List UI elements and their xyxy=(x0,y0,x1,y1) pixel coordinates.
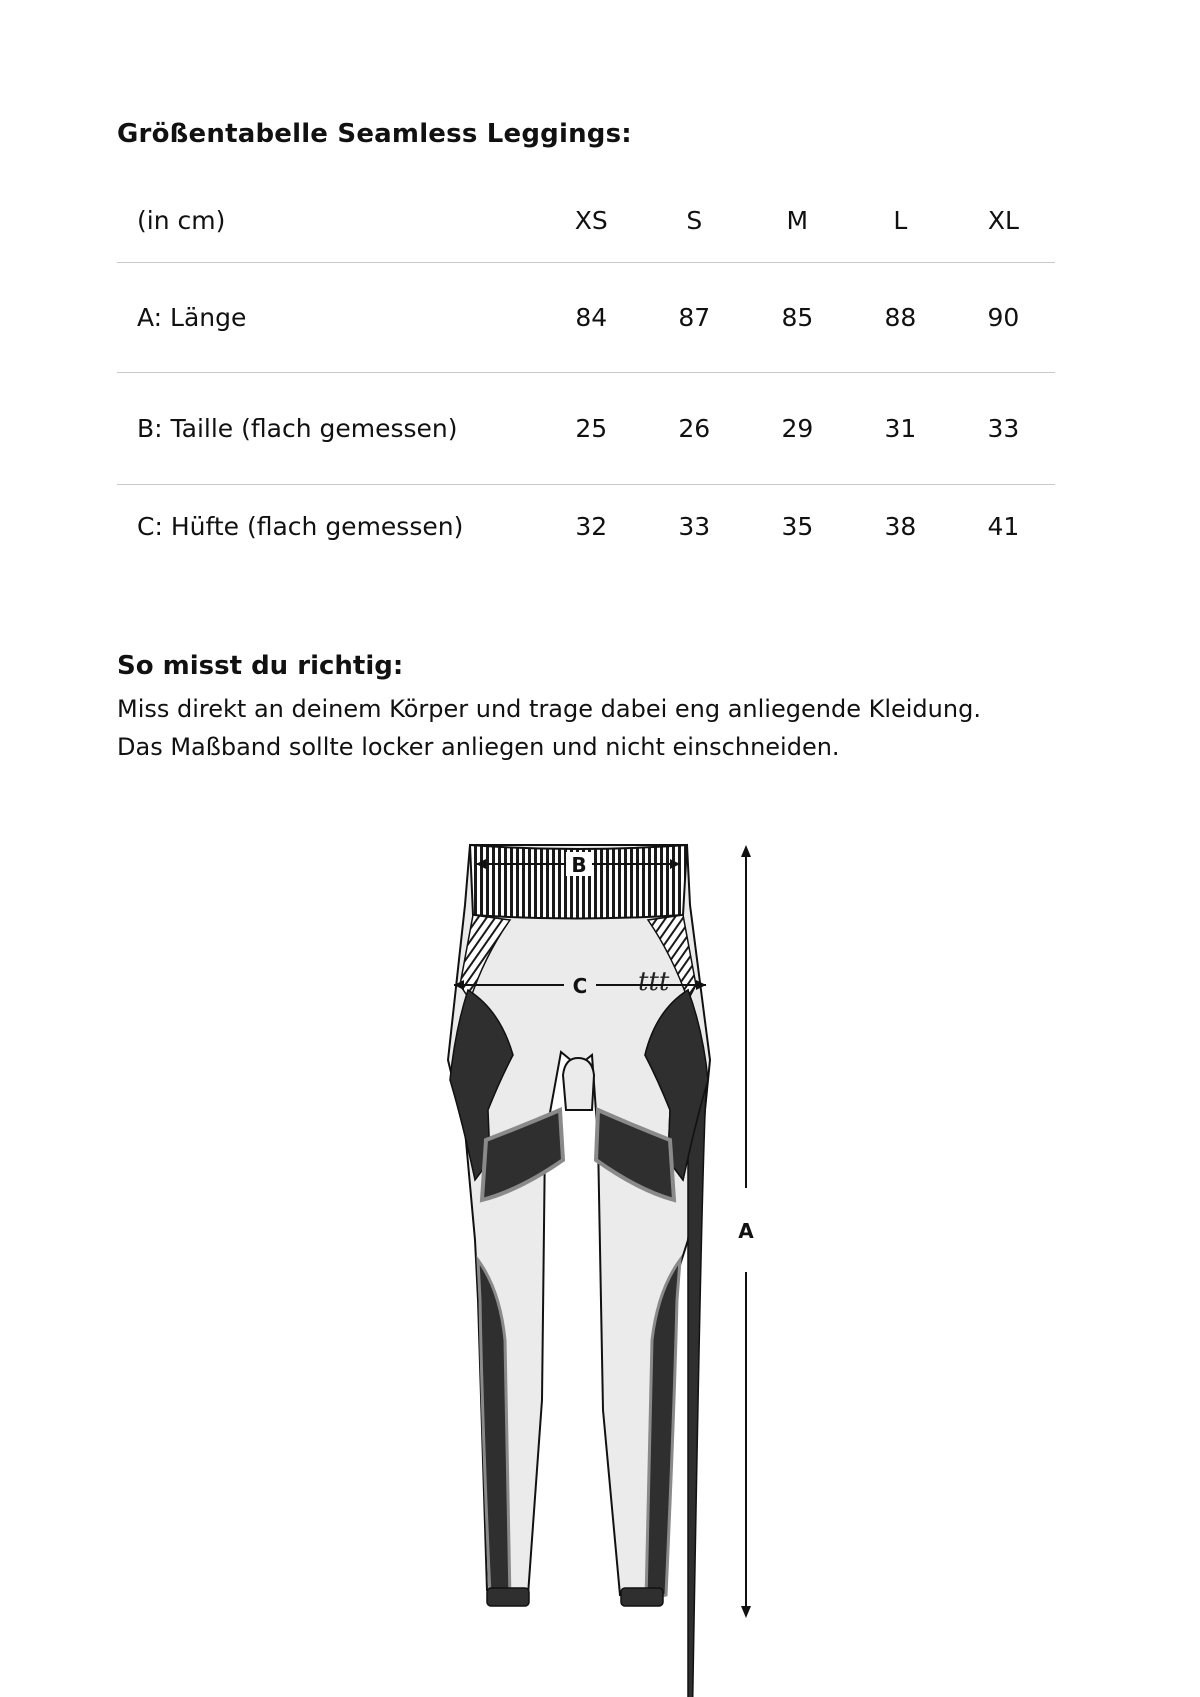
unit-label: (in cm) xyxy=(137,206,226,236)
page-title: Größentabelle Seamless Leggings: xyxy=(117,119,632,149)
size-header: XL xyxy=(987,206,1019,236)
leggings-illustration xyxy=(448,845,710,1697)
table-cell: 84 xyxy=(575,302,608,332)
howto-line: Das Maßband sollte locker anliegen und nicht einschneiden. xyxy=(117,733,840,761)
crotch-gusset xyxy=(563,1058,594,1110)
row-label: B: Taille (flach gemessen) xyxy=(137,413,458,443)
brand-logo: ttt xyxy=(638,967,670,997)
table-cell: 33 xyxy=(678,511,711,541)
table-cell: 33 xyxy=(987,413,1020,443)
howto-title: So misst du richtig: xyxy=(117,651,404,681)
row-label: A: Länge xyxy=(137,302,247,332)
measure-a xyxy=(738,845,754,1618)
table-cell: 29 xyxy=(781,413,814,443)
table-cell: 32 xyxy=(575,511,608,541)
ankle-cuff-right xyxy=(621,1588,663,1606)
table-cell: 85 xyxy=(781,302,814,332)
table-cell: 26 xyxy=(678,413,711,443)
table-cell: 87 xyxy=(678,302,711,332)
size-header: XS xyxy=(574,206,608,236)
arrow-up-icon xyxy=(741,845,751,857)
table-cell: 31 xyxy=(884,413,917,443)
howto-line: Miss direkt an deinem Körper und trage dabei eng anliegende Kleidung. xyxy=(117,695,981,723)
ankle-cuff-left xyxy=(487,1588,529,1606)
table-cell: 38 xyxy=(884,511,917,541)
table-cell: 35 xyxy=(781,511,814,541)
size-header: S xyxy=(686,206,703,236)
measure-b-label: B xyxy=(571,853,587,877)
table-cell: 88 xyxy=(884,302,917,332)
size-header: L xyxy=(893,206,908,236)
table-cell: 41 xyxy=(987,511,1020,541)
measure-c-label: C xyxy=(572,974,588,998)
table-cell: 90 xyxy=(987,302,1020,332)
row-label: C: Hüfte (flach gemessen) xyxy=(137,511,464,541)
table-cell: 25 xyxy=(575,413,608,443)
size-header: M xyxy=(786,206,809,236)
arrow-down-icon xyxy=(741,1606,751,1618)
measure-a-label: A xyxy=(738,1219,754,1243)
